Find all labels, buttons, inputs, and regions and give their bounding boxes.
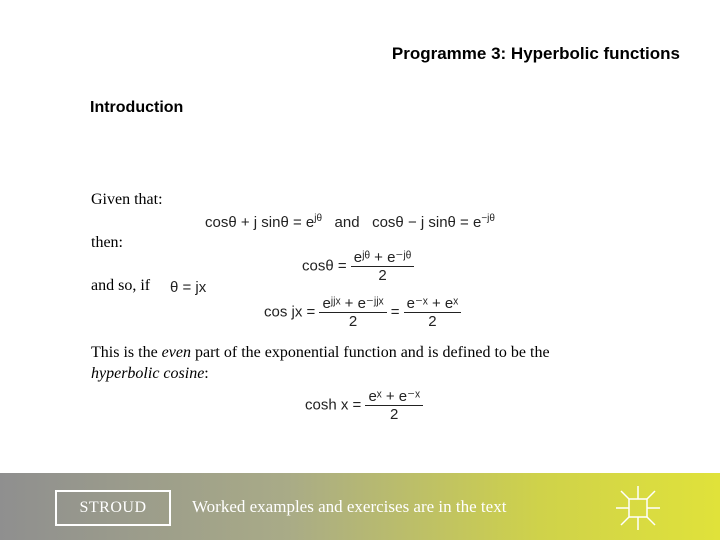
cos-theta-equation bbox=[302, 249, 414, 284]
euler-plus: cosθ + j $\sin\theta = e^{j\theta}$ bbox=[205, 213, 323, 231]
cosh-fraction bbox=[365, 388, 423, 423]
equals-sign: = bbox=[390, 303, 400, 321]
fraction-numerator: eʲᶿ + e⁻ʲᶿ bbox=[351, 249, 414, 267]
and-so-if-label: and so, if bbox=[91, 277, 151, 294]
fraction-denominator: 2 bbox=[428, 313, 437, 330]
cos-jx-fraction-1 bbox=[319, 295, 386, 330]
definition-paragraph: This is the even part of the exponential function and is defined to be the hyperbolic cosine: bbox=[91, 344, 550, 382]
cos-theta-fraction bbox=[351, 249, 414, 284]
navigation-star-icon[interactable] bbox=[612, 484, 664, 532]
footer-bar bbox=[0, 473, 720, 540]
fraction-numerator: e⁻ˣ + eˣ bbox=[404, 295, 462, 313]
fraction-numerator: eˣ + e⁻ˣ bbox=[365, 388, 423, 406]
fraction-denominator: 2 bbox=[348, 313, 358, 330]
cos-jx-lhs: cos jx = bbox=[264, 303, 316, 321]
cosh-definition bbox=[305, 388, 423, 423]
cos-theta-lhs: cosθ = bbox=[302, 257, 347, 275]
cos-jx-equation bbox=[264, 295, 461, 330]
euler-equations bbox=[205, 213, 495, 231]
euler-minus: cosθ − j $\sin\theta = e^{-j\theta}$ bbox=[372, 213, 495, 231]
given-label: Given that: bbox=[91, 191, 163, 208]
then-label: then: bbox=[91, 234, 123, 251]
and-connector: and bbox=[334, 214, 360, 231]
programme-title: Programme 3: Hyperbolic functions bbox=[391, 44, 680, 63]
cos-jx-fraction-2 bbox=[404, 295, 462, 330]
section-heading: Introduction bbox=[90, 99, 184, 116]
stroud-button[interactable]: STROUD bbox=[55, 490, 171, 526]
substitution-condition: θ = jx bbox=[170, 279, 207, 296]
cosh-lhs: cosh x = bbox=[305, 396, 362, 414]
fraction-denominator: 2 bbox=[378, 267, 387, 284]
fraction-numerator: eʲʲˣ + e⁻ʲʲˣ bbox=[319, 295, 386, 313]
fraction-denominator: 2 bbox=[390, 406, 399, 423]
footer-note: Worked examples and exercises are in the text bbox=[192, 497, 507, 516]
